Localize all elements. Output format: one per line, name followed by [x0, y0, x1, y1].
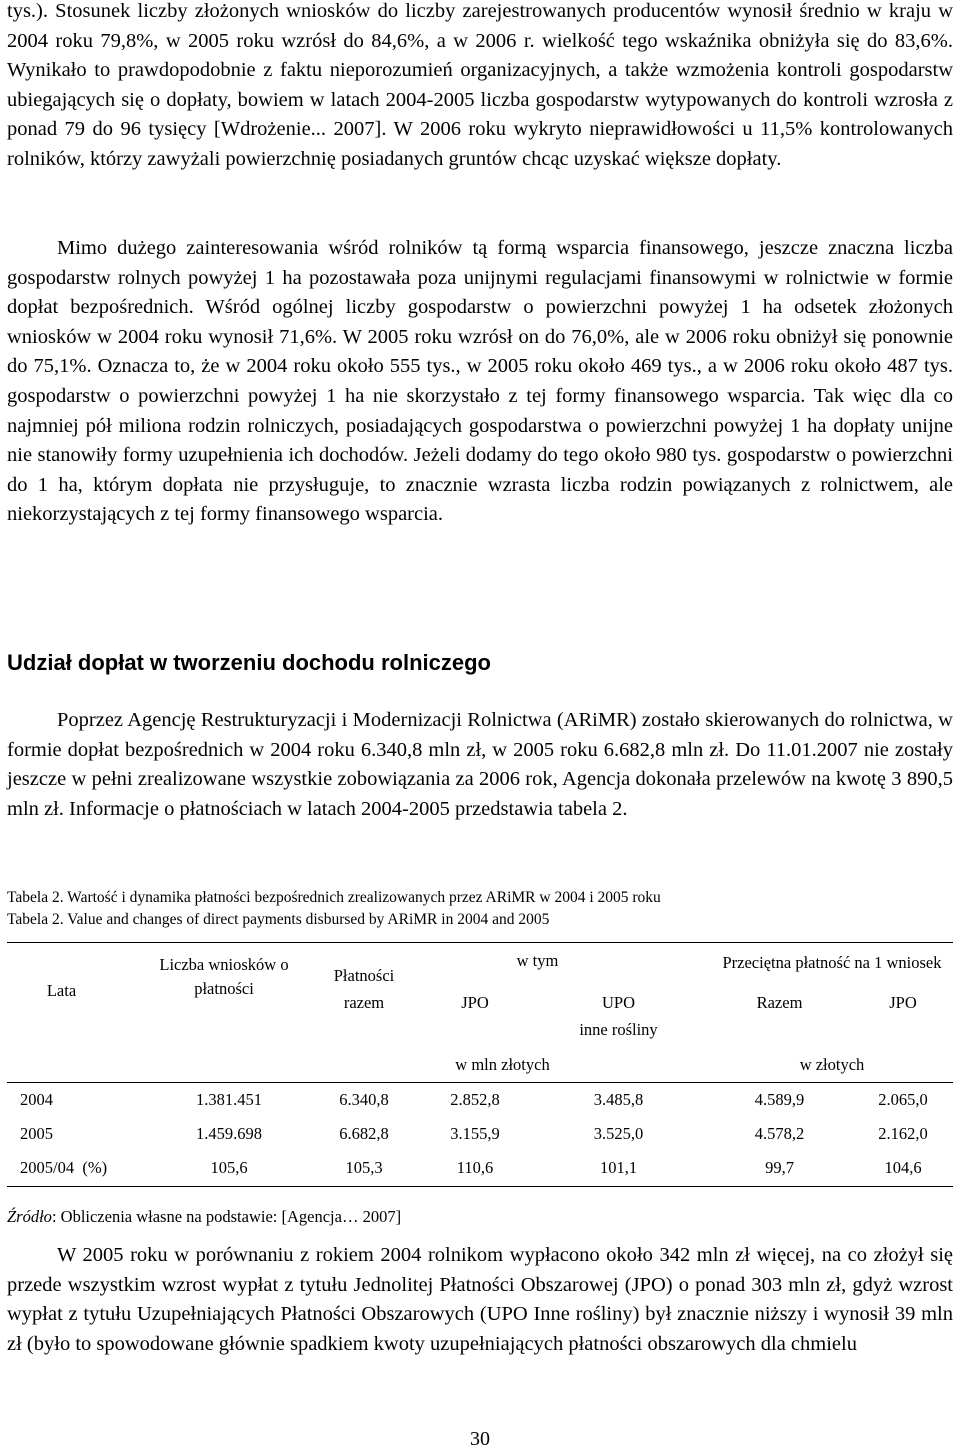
paragraph-4: W 2005 roku w porównaniu z rokiem 2004 rolnikom wypłacono około 342 mln zł więcej, na co złożył się przede wszystkim wzrost wypłat z tytułu Jednolitej Płatności Obszarowej (JPO) o ponad 303 mln zł, gdyż wzrost wypłat z tytułu Uzupełniających Płatności Obszarowych (UPO Inne rośliny) był znacznie niższy i wynosił 39 mln zł (było to spowodowane głównie spadkiem kwoty uzupełniających płatności obszarowych dla chmielu [7, 1244, 953, 1355]
cell-value: 99,7 [765, 1158, 794, 1178]
header-lata: Lata [46, 981, 77, 1000]
cell-value: 3.155,9 [450, 1123, 500, 1143]
header-w-tym: w tym [516, 951, 559, 970]
header-razem-avg: Razem [756, 992, 803, 1012]
cell-value: 6.682,8 [339, 1123, 389, 1143]
header-upo-inne-rosliny: inne rośliny [579, 1019, 658, 1039]
unit-zlotych: w złotych [799, 1054, 865, 1074]
header-platnosci: Płatności [333, 965, 395, 985]
payments-table [7, 942, 953, 1187]
cell-value: 4.589,9 [754, 1089, 805, 1109]
unit-mln-zlotych: w mln złotych [455, 1054, 550, 1074]
header-upo: UPO [601, 992, 635, 1012]
header-przecietna-platnosc: Przeciętna płatność na 1 wniosek [722, 953, 942, 972]
table-row [7, 1117, 953, 1151]
cell-value: 1.381.451 [196, 1089, 262, 1109]
paragraph-1: tys.). Stosunek liczby złożonych wniosków do liczby zarejestrowanych producentów wynosił średnio w kraju w 2004 roku 79,8%, w 2005 roku wzrósł do 84,6%, a w 2006 r. wielkość tego wskaźnika obniżyła się do 83,6%. Wynikało to prawdopodobnie z faktu nieporozumień organizacyjnych, a także wzmożenia kontroli gospodarstw ubiegających się o dopłaty, bowiem w latach 2004-2005 liczba gospodarstw wytypowanych do kontroli wzrosła z ponad 79 do 96 tysięcy [Wdrożenie... 2007]. W 2006 roku wykryto nieprawidłowości u 11,5% kontrolowanych rolników, którzy zawyżali powierzchnię posiadanych gruntów chcąc uzyskać większe dopłaty. [7, 0, 953, 170]
cell-year: 2004 [20, 1089, 53, 1109]
source-text: : Obliczenia własne na podstawie: [Agencja… 2007] [51, 1207, 402, 1226]
cell-value: 6.340,8 [339, 1089, 389, 1109]
cell-value: 3.485,8 [593, 1089, 644, 1109]
section-heading: Udział dopłat w tworzeniu dochodu rolniczego [7, 650, 491, 675]
cell-value: 1.459.698 [196, 1123, 262, 1143]
cell-value: 2.852,8 [450, 1089, 500, 1109]
cell-value: 2.065,0 [878, 1089, 928, 1109]
cell-value: 4.578,2 [754, 1123, 805, 1143]
paragraph-2: Mimo dużego zainteresowania wśród rolników tą formą wsparcia finansowego, jeszcze znaczna liczba gospodarstw rolnych powyżej 1 ha pozostawała poza unijnymi regulacjami finansowymi w rolnictwie w formie dopłat bezpośrednich. Wśród ogólnej liczby gospodarstw o powierzchni powyżej 1 ha odsetek złożonych wniosków w 2004 roku wynosił 71,6%. W 2005 roku wzrósł on do 76,0%, ale w 2006 roku obniżył się ponownie do 75,1%. Oznacza to, że w 2004 roku około 555 tys., w 2005 roku około 469 tys., a w 2006 roku około 487 tys. gospodarstw o powierzchni powyżej 1 ha nie skorzystało z tej formy finansowego wsparcia. Tak więc dla co najmniej pół miliona rodzin rolniczych, posiadających gospodarstwa o powierzchni powyżej 1 ha dopłaty unijne nie stanowiły formy uzupełnienia ich dochodów. Jeżeli dodamy do tego około 980 tys. gospodarstw o powierzchni do 1 ha, którym dopłata nie przysługuje, to znacznie wzrasta liczba rodzin powiązanych z rolnictwem, ale niekorzystających z tej formy finansowego wsparcia. [7, 237, 953, 526]
cell-value: 105,6 [210, 1158, 248, 1178]
cell-value: 2.162,0 [878, 1123, 928, 1143]
paragraph-3: Poprzez Agencję Restrukturyzacji i Modernizacji Rolnictwa (ARiMR) zostało skierowanych do rolnictwa, w formie dopłat bezpośrednich w 2004 roku 6.340,8 mln zł, w 2005 roku 6.682,8 mln zł. Do 11.01.2007 nie zostały jeszcze w pełni zrealizowane wszystkie zobowiązania za 2006 rok, Agencja dokonała przelewów na kwotę 3 890,5 mln zł. Informacje o płatnościach w latach 2004-2005 przedstawia tabela 2. [7, 709, 953, 820]
header-jpo: JPO [461, 992, 489, 1012]
cell-value: 3.525,0 [593, 1123, 644, 1143]
cell-value: 104,6 [884, 1158, 922, 1178]
table-caption-pl: Tabela 2. Wartość i dynamika płatności bezpośrednich zrealizowanych przez ARiMR w 2004 i 2005 roku [7, 889, 661, 906]
cell-value: 105,3 [345, 1158, 383, 1178]
cell-year: 2005 [20, 1123, 53, 1143]
header-razem: razem [343, 992, 385, 1012]
table-row [7, 1151, 953, 1187]
header-jpo-avg: JPO [889, 992, 917, 1012]
cell-value: 101,1 [599, 1158, 638, 1178]
cell-year: 2005/04 (%) [20, 1158, 108, 1178]
source-label: Źródło [7, 1207, 52, 1226]
table-row [7, 1083, 953, 1117]
table-source [7, 1206, 401, 1228]
cell-value: 110,6 [456, 1158, 494, 1178]
header-liczba-wnioskow: Liczba wniosków o płatności [159, 955, 289, 998]
table-caption-en: Tabela 2. Value and changes of direct payments disbursed by ARiMR in 2004 and 2005 [7, 911, 550, 928]
page-number: 30 [470, 1428, 490, 1450]
